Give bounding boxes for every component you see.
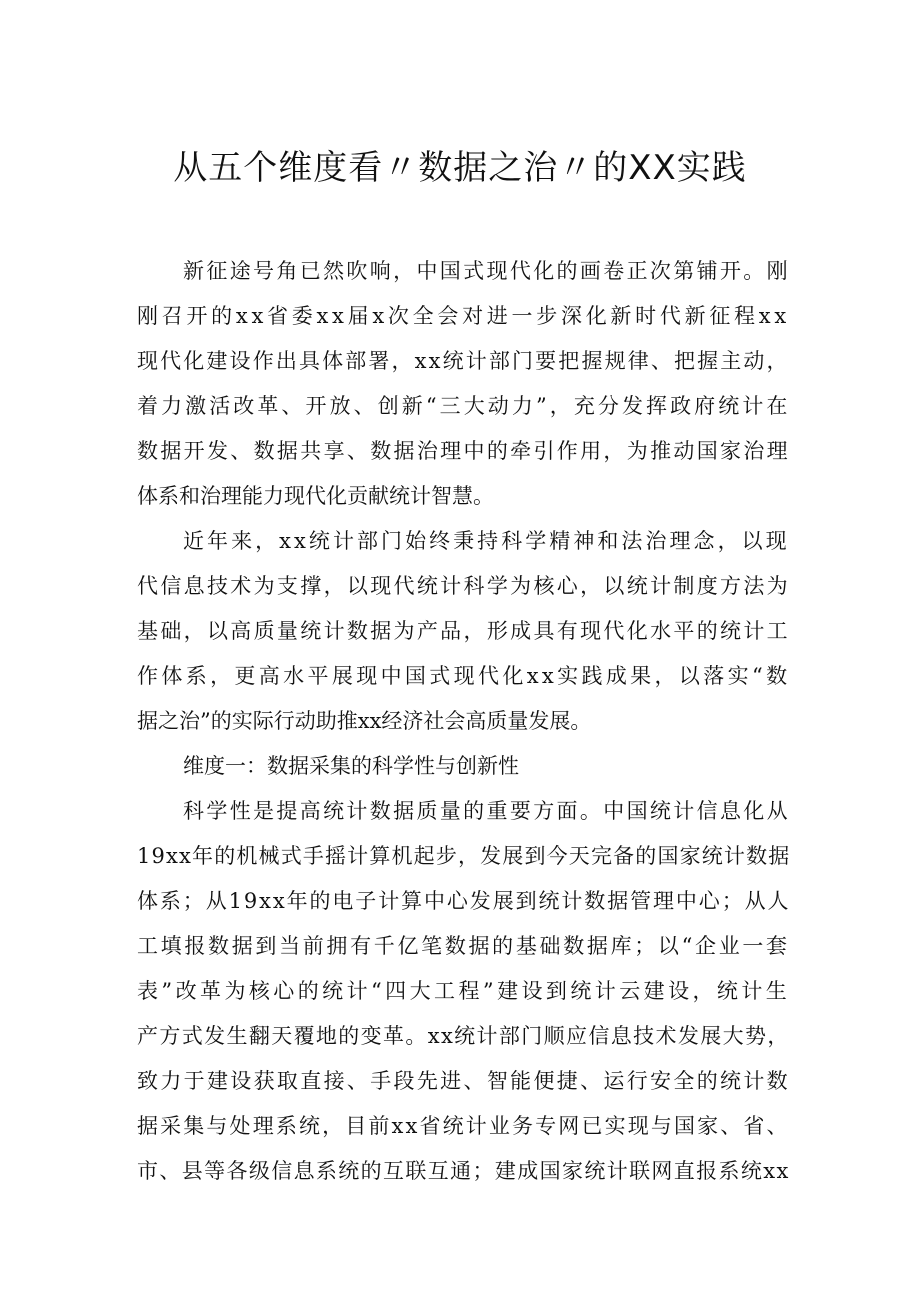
paragraph-line: 工填报数据到当前拥有千亿笔数据的基础数据库；以“企业一套: [137, 934, 790, 958]
paragraph-line: 表”改革为核心的统计“四大工程”建设到统计云建设，统计生: [137, 979, 791, 1003]
paragraph-line: 致力于建设获取直接、手段先进、智能便捷、运行安全的统计数: [137, 1069, 790, 1093]
paragraph-line: 产方式发生翻天覆地的变革。xx统计部门顺应信息技术发展大势，: [137, 1024, 790, 1048]
paragraph-line: 着力激活改革、开放、创新“三大动力”，充分发挥政府统计在: [137, 394, 791, 418]
paragraph-line: 市、县等各级信息系统的互联互通；建成国家统计联网直报系统xx: [137, 1159, 790, 1183]
section-heading: 维度一：数据采集的科学性与创新性: [183, 754, 519, 778]
paragraph-line: 据采集与处理系统，目前xx省统计业务专网已实现与国家、省、: [137, 1114, 790, 1138]
paragraph-line: 代信息技术为支撑，以现代统计科学为核心，以统计制度方法为: [137, 574, 790, 598]
paragraph-line: 基础，以高质量统计数据为产品，形成具有现代化水平的统计工: [137, 619, 790, 643]
paragraph-line: 作体系，更高水平展现中国式现代化xx实践成果，以落实“数: [137, 664, 791, 688]
paragraph-line: 据之治”的实际行动助推xx经济社会高质量发展。: [137, 709, 592, 733]
paragraph-line: 19xx年的机械式手摇计算机起步，发展到今天完备的国家统计数据: [137, 844, 791, 868]
paragraph-line: 科学性是提高统计数据质量的重要方面。中国统计信息化从: [183, 799, 790, 823]
paragraph-line: 体系；从19xx年的电子计算中心发展到统计数据管理中心；从人: [137, 889, 791, 913]
paragraph-line: 数据开发、数据共享、数据治理中的牵引作用，为推动国家治理: [137, 439, 790, 463]
paragraph-line: 刚召开的xx省委xx届x次全会对进一步深化新时代新征程xx: [137, 304, 790, 328]
paragraph-line: 现代化建设作出具体部署，xx统计部门要把握规律、把握主动，: [137, 349, 790, 373]
paragraph-line: 体系和治理能力现代化贡献统计智慧。: [137, 484, 494, 508]
document-title: 从五个维度看〃数据之治〃的XX实践: [173, 148, 747, 188]
paragraph-line: 新征途号角已然吹响，中国式现代化的画卷正次第铺开。刚: [183, 259, 790, 283]
paragraph-line: 近年来，xx统计部门始终秉持科学精神和法治理念，以现: [183, 529, 790, 553]
